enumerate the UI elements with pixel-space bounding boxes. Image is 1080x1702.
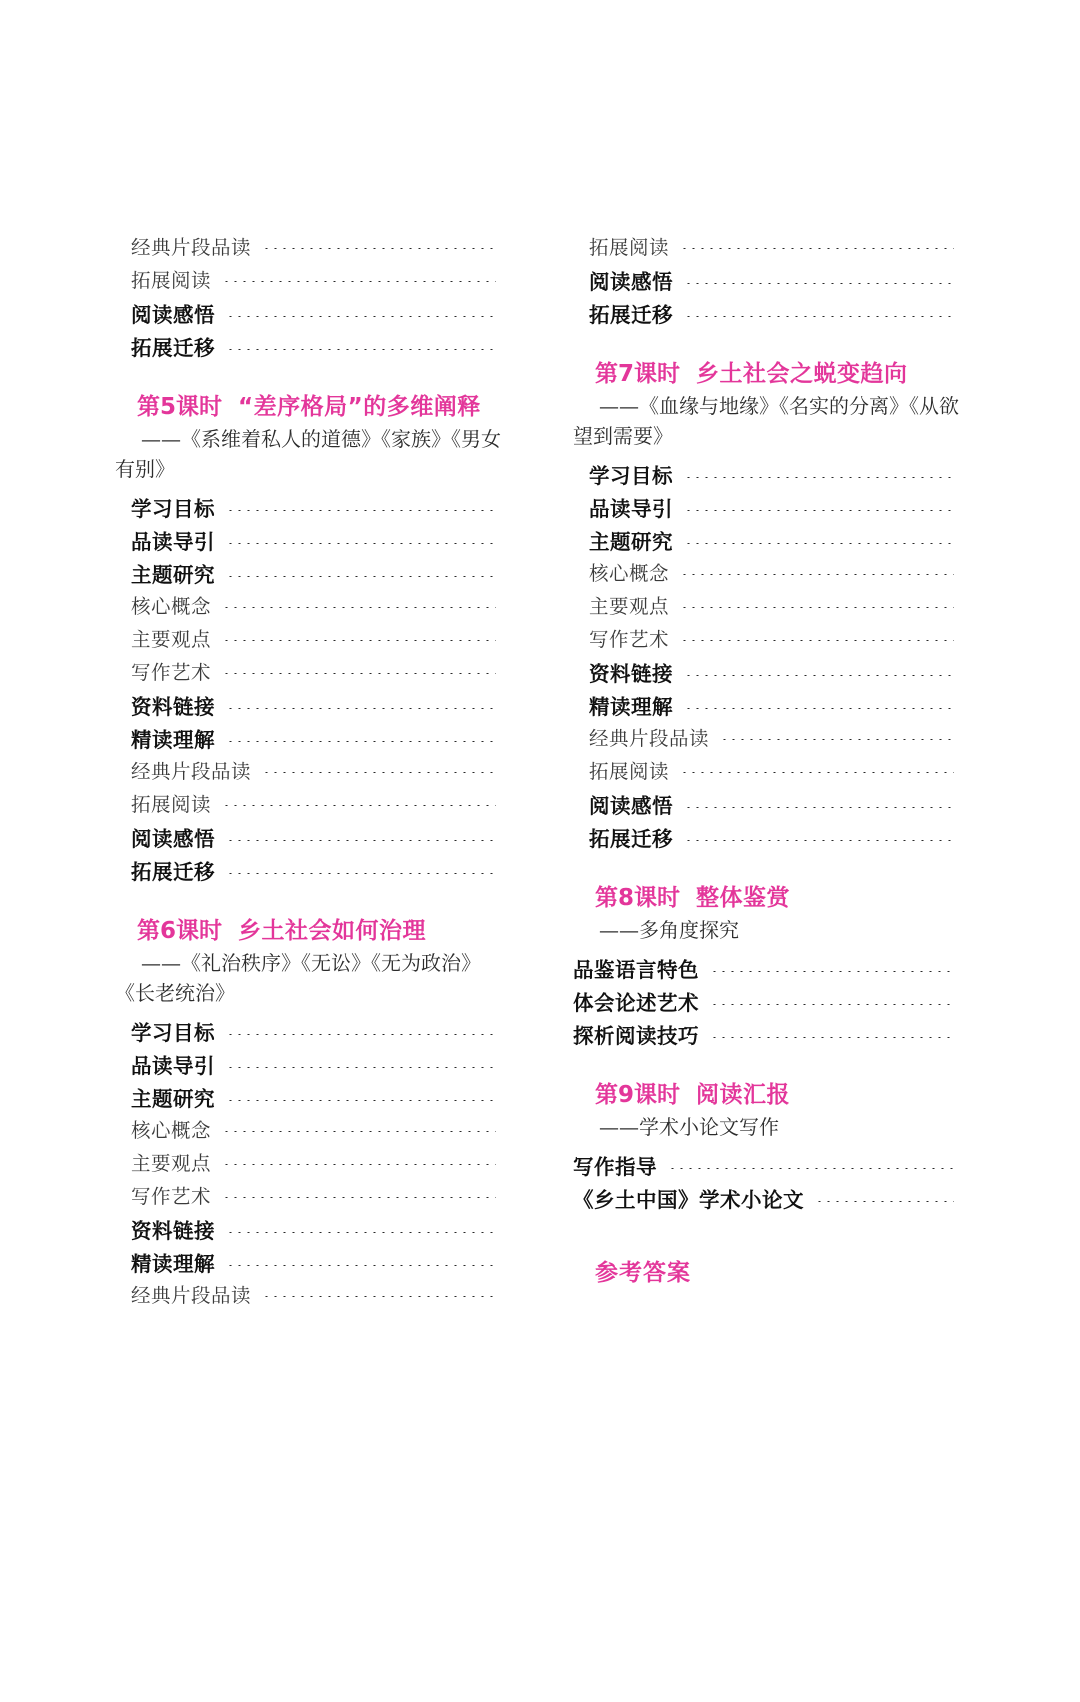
toc-section-subtitle: ——多角度探究 [599,918,739,942]
toc-section-number: 第5课时 [137,394,223,420]
toc-entry-label: 阅读感悟 [131,827,215,851]
toc-section-number: 第6课时 [137,918,223,944]
toc-entry-label: 主要观点 [131,628,212,651]
toc-section-subtitle: ——《系维着私人的道德》《家族》《男女有别》 [115,427,501,481]
toc-entry-label: 主要观点 [131,1152,212,1175]
toc-entry-label: 学习目标 [131,1021,215,1045]
toc-entry-label: 写作艺术 [131,661,212,684]
toc-entry-label: 主题研究 [131,563,215,587]
toc-section-subtitle: ——《血缘与地缘》《名实的分离》《从欲望到需要》 [573,394,959,448]
toc-entry-label: 拓展阅读 [589,760,670,783]
toc-entry-label: 拓展阅读 [131,269,212,292]
toc-entry-label: 经典片段品读 [131,236,252,259]
toc-entry-label: 学习目标 [589,464,673,488]
toc-entry-label: 《乡土中国》学术小论文 [573,1188,804,1212]
toc-entry-label: 拓展阅读 [131,793,212,816]
toc-entry-label: 经典片段品读 [131,1284,252,1307]
toc-column-right [573,232,963,1290]
toc-entry-label: 探析阅读技巧 [573,1024,699,1048]
toc-entry-label: 主题研究 [131,1087,215,1111]
toc-section-subtitle: ——《礼治秩序》《无讼》《无为政治》《长老统治》 [115,951,481,1005]
toc-entry-label: 经典片段品读 [589,727,710,750]
toc-entry-label: 核心概念 [589,562,670,585]
toc-entry-label: 写作艺术 [589,628,670,651]
toc-entry-label: 资料链接 [589,662,673,686]
toc-section-number: 第7课时 [595,361,681,387]
toc-entry-label: 品读导引 [131,1054,215,1078]
toc-entry-label: 精读理解 [131,728,215,752]
toc-entry-label: 品读导引 [131,530,215,554]
toc-entry-label: 拓展迁移 [131,860,215,884]
toc-section-title: 乡土社会如何治理 [238,918,427,944]
toc-entry-label: 品鉴语言特色 [573,958,699,982]
toc-entry-label: 核心概念 [131,595,212,618]
toc-entry-label: 品读导引 [589,497,673,521]
toc-entry-label: 学习目标 [131,497,215,521]
toc-entry-label: 阅读感悟 [589,270,673,294]
toc-entry-label: 拓展迁移 [589,827,673,851]
toc-entry-label: 核心概念 [131,1119,212,1142]
toc-section-entries [115,1016,505,1313]
toc-section-title: “差序格局”的多维阐释 [238,394,481,420]
toc-entry-page-number [573,232,1080,1702]
toc-entry-label: 拓展迁移 [589,303,673,327]
toc-section [115,914,505,1313]
toc-section [573,1078,963,1216]
toc-section-number: 第9课时 [595,1082,681,1108]
toc-answers-heading[interactable]: 参考答案 [595,1260,691,1286]
toc-entry[interactable] [573,1183,963,1216]
toc-entry-label: 写作指导 [573,1155,657,1179]
toc-entry-label: 精读理解 [589,695,673,719]
toc-entry-label: 资料链接 [131,695,215,719]
toc-section-entries [573,1150,963,1216]
toc-entry-label: 写作艺术 [131,1185,212,1208]
toc-entry[interactable] [115,1280,505,1313]
toc-entry-label: 主题研究 [589,530,673,554]
toc-column-left [115,232,505,1313]
toc-section-title: 阅读汇报 [696,1082,791,1108]
toc-entry-label: 经典片段品读 [131,760,252,783]
toc-entry-label: 精读理解 [131,1252,215,1276]
toc-section-title: 乡土社会之蜕变趋向 [696,361,908,387]
toc-entry-label: 阅读感悟 [131,303,215,327]
toc-entry-label: 拓展阅读 [589,236,670,259]
toc-entry-label: 主要观点 [589,595,670,618]
toc-entry-label: 拓展迁移 [131,336,215,360]
toc-section-title: 整体鉴赏 [696,885,791,911]
toc-entry-label: 资料链接 [131,1219,215,1243]
toc-section-subtitle: ——学术小论文写作 [599,1115,779,1139]
toc-section-number: 第8课时 [595,885,681,911]
toc-entry-label: 体会论述艺术 [573,991,699,1015]
toc-entry-label: 阅读感悟 [589,794,673,818]
